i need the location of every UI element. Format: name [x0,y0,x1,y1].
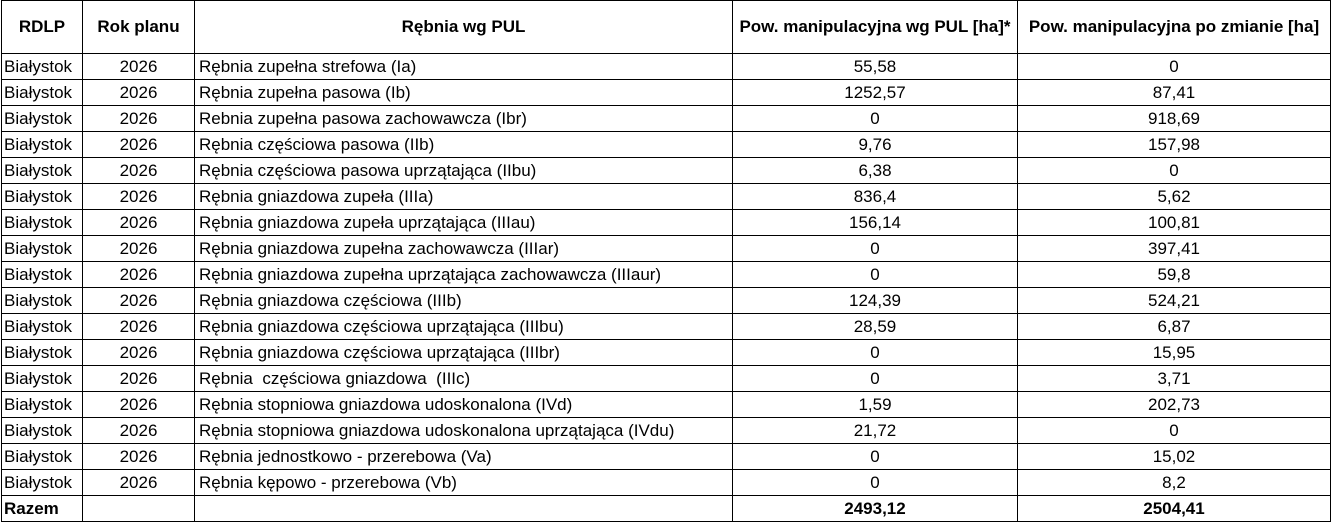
table-row [2,314,1331,340]
cell-pow-zmiana: 0 [1018,158,1331,184]
cell-rdlp: Białystok [2,262,83,288]
cell-pow-pul: 21,72 [733,418,1018,444]
cell-rebnia: Rębnia gniazdowa zupeła (IIIa) [195,184,733,210]
cell-rok-planu: 2026 [83,418,195,444]
cell-rebnia: Rębnia gniazdowa częściowa uprzątająca (IIIbu) [195,314,733,340]
cell-pow-pul: 124,39 [733,288,1018,314]
cell-rok-planu: 2026 [83,288,195,314]
header-pow-pul: Pow. manipulacyjna wg PUL [ha]* [733,1,1018,54]
table-row [2,262,1331,288]
cell-pow-pul: 1252,57 [733,80,1018,106]
cell-rebnia: Rębnia gniazdowa zupełna zachowawcza (IIIar) [195,236,733,262]
cell-pow-zmiana: 5,62 [1018,184,1331,210]
total-pow-pul: 2493,12 [733,496,1018,522]
cell-pow-zmiana: 397,41 [1018,236,1331,262]
table-row [2,184,1331,210]
cell-rebnia: Rębnia stopniowa gniazdowa udoskonalona (IVd) [195,392,733,418]
cell-pow-pul: 156,14 [733,210,1018,236]
cell-pow-pul: 0 [733,444,1018,470]
cell-pow-zmiana: 0 [1018,54,1331,80]
cell-rebnia: Rębnia stopniowa gniazdowa udoskonalona uprzątająca (IVdu) [195,418,733,444]
cell-rok-planu: 2026 [83,54,195,80]
cell-rdlp: Białystok [2,470,83,496]
cell-pow-pul: 0 [733,236,1018,262]
cell-pow-pul: 1,59 [733,392,1018,418]
cell-pow-pul: 9,76 [733,132,1018,158]
cell-rdlp: Białystok [2,210,83,236]
table-row [2,236,1331,262]
cell-rebnia: Rębnia zupełna pasowa (Ib) [195,80,733,106]
cell-rebnia: Rębnia częściowa pasowa uprzątająca (IIbu) [195,158,733,184]
header-row [2,1,1331,54]
table-row [2,80,1331,106]
cell-rebnia: Rębnia kępowo - przerebowa (Vb) [195,470,733,496]
cell-pow-zmiana: 15,02 [1018,444,1331,470]
cell-rdlp: Białystok [2,80,83,106]
cell-rok-planu: 2026 [83,366,195,392]
cell-rok-planu: 2026 [83,80,195,106]
cell-rok-planu: 2026 [83,158,195,184]
cell-pow-pul: 6,38 [733,158,1018,184]
cell-pow-pul: 0 [733,366,1018,392]
table-row [2,132,1331,158]
cell-pow-zmiana: 524,21 [1018,288,1331,314]
cell-pow-zmiana: 100,81 [1018,210,1331,236]
cell-rdlp: Białystok [2,314,83,340]
cell-pow-pul: 836,4 [733,184,1018,210]
cell-pow-pul: 0 [733,106,1018,132]
cell-pow-zmiana: 87,41 [1018,80,1331,106]
cell-rok-planu: 2026 [83,236,195,262]
table-body [2,54,1331,522]
cell-rdlp: Białystok [2,184,83,210]
cell-pow-zmiana: 202,73 [1018,392,1331,418]
cell-rdlp: Białystok [2,392,83,418]
cell-rok-planu: 2026 [83,184,195,210]
cell-pow-pul: 55,58 [733,54,1018,80]
cell-pow-zmiana: 6,87 [1018,314,1331,340]
cell-rok-planu: 2026 [83,132,195,158]
total-label: Razem [2,496,83,522]
cell-pow-pul: 0 [733,470,1018,496]
table-row [2,392,1331,418]
cell-rok-planu: 2026 [83,314,195,340]
cell-rdlp: Białystok [2,340,83,366]
cell-rebnia: Rębnia częściowa gniazdowa (IIIc) [195,366,733,392]
cell-pow-pul: 0 [733,262,1018,288]
table-row [2,288,1331,314]
cell-rdlp: Białystok [2,418,83,444]
cell-pow-zmiana: 918,69 [1018,106,1331,132]
cell-rebnia: Rębnia zupełna strefowa (Ia) [195,54,733,80]
table-row [2,158,1331,184]
cell-pow-zmiana: 59,8 [1018,262,1331,288]
data-table [1,0,1331,522]
cell-rdlp: Białystok [2,106,83,132]
header-rok-planu: Rok planu [83,1,195,54]
cell-pow-zmiana: 157,98 [1018,132,1331,158]
table-row [2,470,1331,496]
table-row [2,444,1331,470]
cell-pow-zmiana: 8,2 [1018,470,1331,496]
cell-rok-planu: 2026 [83,106,195,132]
table-row [2,366,1331,392]
table-row [2,340,1331,366]
cell-pow-zmiana: 15,95 [1018,340,1331,366]
total-empty-rebnia [195,496,733,522]
cell-rdlp: Białystok [2,236,83,262]
cell-rok-planu: 2026 [83,470,195,496]
cell-rebnia: Rębnia gniazdowa częściowa uprzątająca (IIIbr) [195,340,733,366]
cell-rebnia: Rębnia gniazdowa częściowa (IIIb) [195,288,733,314]
total-row [2,496,1331,522]
cell-rdlp: Białystok [2,288,83,314]
cell-rebnia: Rebnia zupełna pasowa zachowawcza (Ibr) [195,106,733,132]
header-pow-zmiana: Pow. manipulacyjna po zmianie [ha] [1018,1,1331,54]
cell-rdlp: Białystok [2,366,83,392]
cell-rdlp: Białystok [2,444,83,470]
cell-pow-zmiana: 0 [1018,418,1331,444]
cell-rebnia: Rębnia jednostkowo - przerebowa (Va) [195,444,733,470]
cell-pow-pul: 0 [733,340,1018,366]
total-empty-rok [83,496,195,522]
cell-pow-pul: 28,59 [733,314,1018,340]
cell-rok-planu: 2026 [83,340,195,366]
cell-rdlp: Białystok [2,54,83,80]
table-row [2,418,1331,444]
cell-rdlp: Białystok [2,132,83,158]
table-row [2,106,1331,132]
table-row [2,210,1331,236]
cell-rebnia: Rębnia częściowa pasowa (IIb) [195,132,733,158]
cell-rebnia: Rębnia gniazdowa zupełna uprzątająca zachowawcza (IIIaur) [195,262,733,288]
cell-rdlp: Białystok [2,158,83,184]
header-rebnia: Rębnia wg PUL [195,1,733,54]
cell-rok-planu: 2026 [83,444,195,470]
total-pow-zmiana: 2504,41 [1018,496,1331,522]
cell-rok-planu: 2026 [83,262,195,288]
cell-rok-planu: 2026 [83,210,195,236]
table-row [2,54,1331,80]
cell-rok-planu: 2026 [83,392,195,418]
cell-pow-zmiana: 3,71 [1018,366,1331,392]
header-rdlp: RDLP [2,1,83,54]
cell-rebnia: Rębnia gniazdowa zupeła uprzątająca (IIIau) [195,210,733,236]
